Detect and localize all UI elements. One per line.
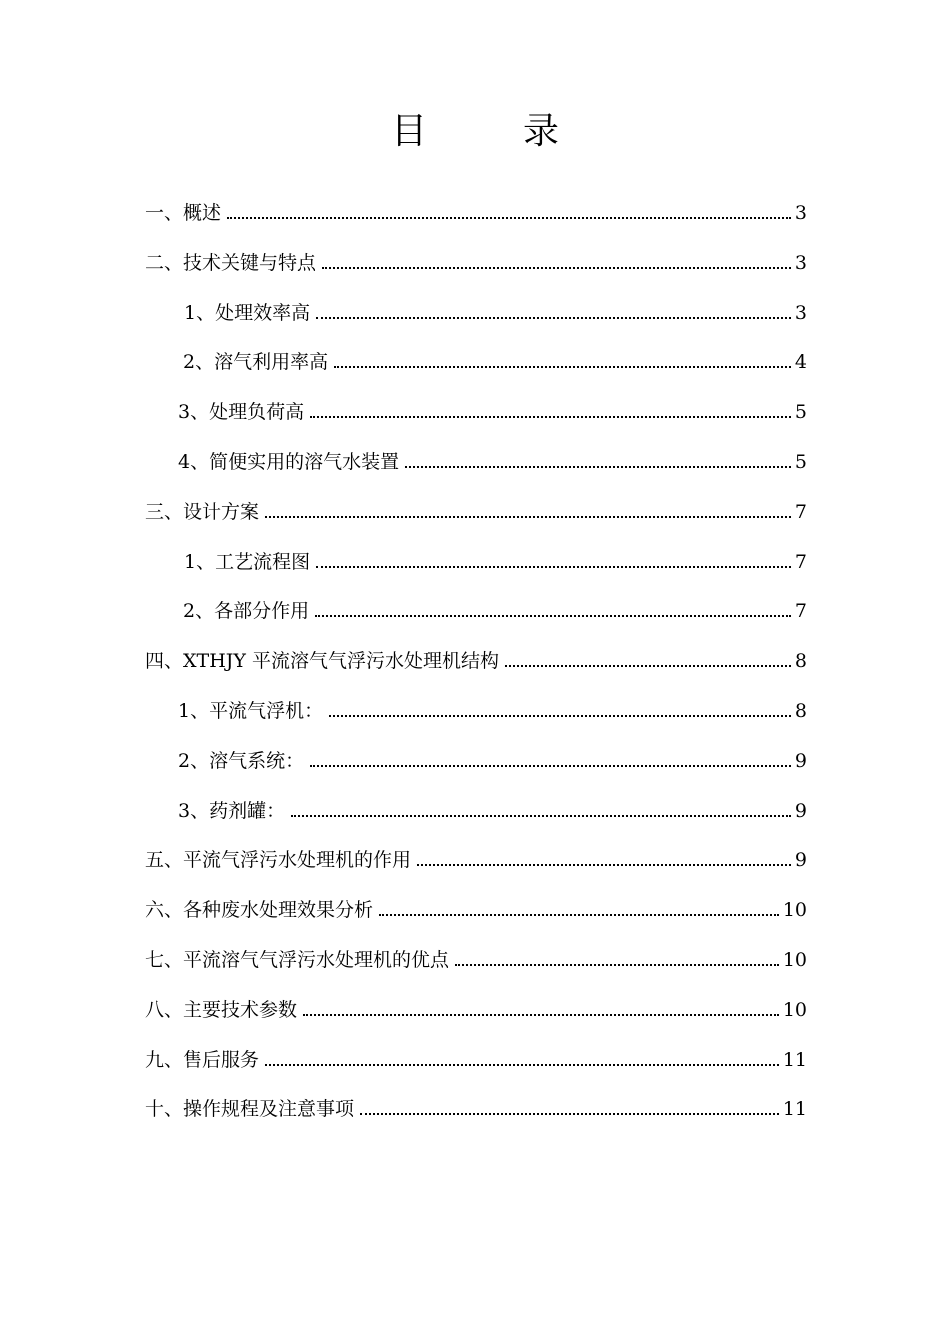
toc-entry-page-number: 3 bbox=[794, 301, 807, 324]
toc-dot-leader bbox=[303, 1014, 779, 1016]
toc-entry-label: 1、工艺流程图 bbox=[184, 550, 311, 573]
toc-entry-label: 四、XTHJY 平流溶气气浮污水处理机结构 bbox=[145, 650, 499, 673]
toc-entry-page-number: 11 bbox=[782, 1098, 807, 1121]
toc-dot-leader bbox=[417, 864, 791, 866]
toc-entry-page-number: 3 bbox=[794, 202, 807, 224]
toc-entry[interactable] bbox=[145, 892, 807, 922]
toc-entry-page-number: 5 bbox=[794, 451, 807, 473]
toc-entry[interactable] bbox=[145, 1042, 807, 1072]
toc-entry-label: 二、技术关键与特点 bbox=[145, 251, 317, 274]
toc-entry[interactable] bbox=[178, 693, 807, 723]
toc-entry-page-number: 8 bbox=[794, 700, 807, 722]
toc-entry-page-number: 4 bbox=[794, 351, 807, 374]
toc-entry[interactable] bbox=[145, 842, 807, 872]
toc-entry[interactable] bbox=[183, 344, 807, 374]
toc-dot-leader bbox=[227, 217, 791, 219]
toc-dot-leader bbox=[310, 765, 791, 767]
toc-dot-leader bbox=[310, 416, 791, 418]
toc-dot-leader bbox=[329, 715, 791, 717]
toc-entry[interactable] bbox=[184, 544, 807, 574]
toc-entry-page-number: 7 bbox=[794, 500, 807, 523]
page-title: 目 录 bbox=[390, 111, 589, 152]
toc-dot-leader bbox=[405, 466, 791, 468]
toc-entry-label: 2、溶气系统： bbox=[178, 749, 305, 772]
toc-entry[interactable] bbox=[178, 394, 807, 424]
toc-dot-leader bbox=[316, 566, 791, 568]
toc-entry-label: 一、概述 bbox=[145, 202, 222, 224]
toc-dot-leader bbox=[265, 1064, 779, 1066]
toc-dot-leader bbox=[316, 317, 791, 319]
toc-entry-page-number: 10 bbox=[782, 998, 807, 1021]
toc-entry-page-number: 9 bbox=[794, 749, 807, 772]
toc-entry[interactable] bbox=[145, 1091, 807, 1121]
toc-entry-page-number: 10 bbox=[782, 899, 807, 922]
toc-entry[interactable] bbox=[184, 295, 807, 325]
toc-entry[interactable] bbox=[145, 643, 807, 673]
toc-entry[interactable] bbox=[145, 992, 807, 1022]
toc-entry-label: 五、平流气浮污水处理机的作用 bbox=[145, 849, 412, 872]
toc-entry-label: 十、操作规程及注意事项 bbox=[145, 1098, 355, 1121]
toc-dot-leader bbox=[379, 914, 779, 916]
toc-entry-label: 4、简便实用的溶气水装置 bbox=[178, 451, 400, 473]
toc-entry[interactable] bbox=[178, 743, 807, 773]
toc-entry[interactable] bbox=[178, 444, 807, 474]
toc-entry[interactable] bbox=[183, 593, 807, 623]
toc-entry-label: 2、溶气利用率高 bbox=[183, 351, 329, 374]
toc-entry-label: 八、主要技术参数 bbox=[145, 998, 298, 1021]
toc-entry-label: 1、处理效率高 bbox=[184, 301, 311, 324]
toc-dot-leader bbox=[265, 516, 791, 518]
toc-entry-label: 九、售后服务 bbox=[145, 1048, 260, 1071]
toc-dot-leader bbox=[360, 1113, 779, 1115]
toc-dot-leader bbox=[291, 815, 791, 817]
toc-entry[interactable] bbox=[145, 245, 807, 275]
toc-entry[interactable] bbox=[145, 494, 807, 524]
toc-entry-label: 2、各部分作用 bbox=[183, 600, 310, 623]
toc-entry-label: 1、平流气浮机： bbox=[178, 700, 324, 722]
toc-entry-label: 3、药剂罐： bbox=[178, 799, 286, 822]
toc-entry-label: 3、处理负荷高 bbox=[178, 401, 305, 424]
toc-entry[interactable] bbox=[178, 793, 807, 823]
toc-entry-page-number: 11 bbox=[782, 1048, 807, 1071]
toc-dot-leader bbox=[322, 267, 791, 269]
toc-entry-label: 七、平流溶气气浮污水处理机的优点 bbox=[145, 949, 450, 971]
toc-entry-page-number: 3 bbox=[794, 251, 807, 274]
toc-dot-leader bbox=[455, 964, 779, 966]
toc-entry-label: 三、设计方案 bbox=[145, 500, 260, 523]
toc-entry-page-number: 8 bbox=[794, 650, 807, 673]
toc-entry-label: 六、各种废水处理效果分析 bbox=[145, 899, 374, 922]
toc-dot-leader bbox=[315, 615, 791, 617]
toc-dot-leader bbox=[505, 665, 791, 667]
toc-entry-page-number: 7 bbox=[794, 600, 807, 623]
toc-entry-page-number: 9 bbox=[794, 849, 807, 872]
toc-entry[interactable] bbox=[145, 942, 807, 972]
toc-entry-page-number: 5 bbox=[794, 401, 807, 424]
toc-dot-leader bbox=[334, 366, 791, 368]
toc-entry-page-number: 7 bbox=[794, 550, 807, 573]
toc-entry-page-number: 9 bbox=[794, 799, 807, 822]
toc-entry-page-number: 10 bbox=[782, 949, 807, 971]
toc-entry[interactable] bbox=[145, 195, 807, 225]
